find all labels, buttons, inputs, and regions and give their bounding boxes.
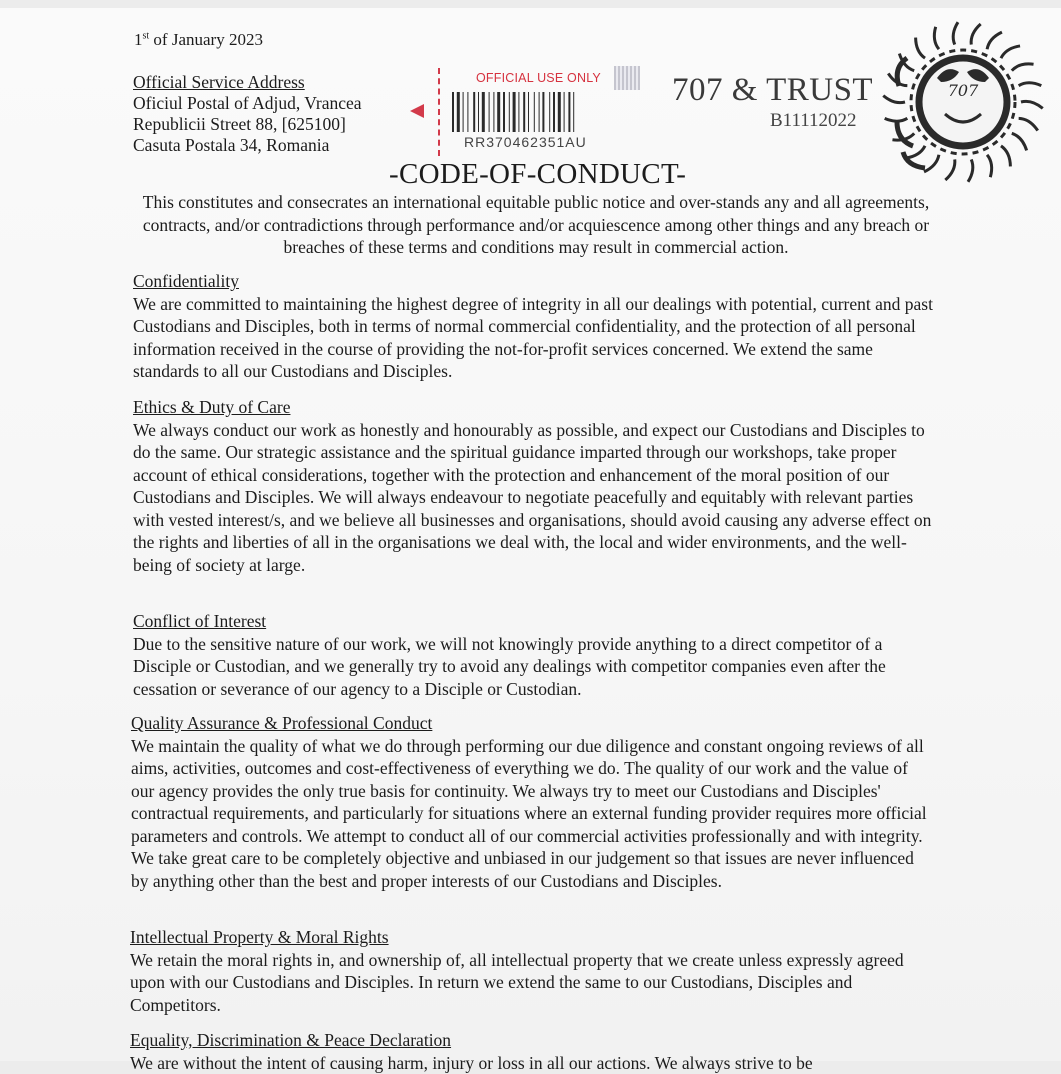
address-line: Oficiul Postal of Adjud, Vrancea	[133, 93, 362, 114]
barcode-bar	[558, 92, 561, 132]
barcode-bar	[523, 92, 525, 132]
sun-ray	[1021, 101, 1043, 108]
address-line: Republicii Street 88, [625100]	[133, 114, 362, 135]
sun-ray	[906, 146, 925, 158]
sun-ray	[971, 24, 981, 45]
barcode-bar	[497, 92, 500, 132]
barcode-bar	[518, 92, 519, 132]
service-address	[133, 72, 362, 156]
sun-ray	[953, 22, 958, 44]
document-date: 1st of January 2023	[134, 30, 263, 50]
section-body: We are committed to maintaining the highest degree of integrity in all our dealings with potential, current and past Custodians and Disciples, both in terms of normal commercial confidentiality, and the protection of all personal information received in the course of providing the not-for-profit services concerned. We extend the same standards to all our Custodians and Disciples.	[133, 293, 933, 383]
section-conflict-of-interest	[133, 610, 933, 700]
barcode-bar	[534, 92, 535, 132]
barcode-bar	[568, 92, 570, 132]
barcode-bar	[564, 92, 565, 132]
section-heading: Equality, Discrimination & Peace Declaration	[130, 1029, 930, 1052]
sun-face-logo-icon	[877, 18, 1049, 186]
barcode-bar	[542, 92, 544, 132]
sun-ray	[885, 118, 908, 121]
section-heading: Quality Assurance & Professional Conduct	[131, 712, 931, 735]
section-intellectual-property	[130, 926, 930, 1016]
barcode-bar	[457, 92, 460, 132]
sun-ray	[968, 159, 973, 181]
official-use-label: OFFICIAL USE ONLY	[476, 71, 601, 85]
sun-ray	[945, 159, 955, 180]
sun-ray	[1019, 83, 1042, 86]
section-body: We retain the moral rights in, and ownership of, all intellectual property that we create unless expressly agreed upon with our Custodians and Disciples. In return we extend the same to our Custodians, Disciples and Competitors.	[130, 949, 930, 1017]
page-title: -CODE-OF-CONDUCT-	[389, 158, 686, 191]
barcode-bar	[482, 92, 485, 132]
sun-ray	[934, 27, 939, 49]
barcode-bar	[513, 92, 516, 132]
sun-ray	[916, 38, 925, 59]
section-heading: Conflict of Interest	[133, 610, 933, 633]
sun-ray	[1012, 64, 1034, 71]
address-line: Casuta Postala 34, Romania	[133, 135, 362, 156]
section-body: Due to the sensitive nature of our work, we will not knowingly provide anything to a direct competitor of a Disciple or Custodian, and we generally try to avoid any dealings with competitor companies even after the cessation or severance of our agency to a Disciple or Custodian.	[133, 633, 933, 701]
barcode-bar	[573, 92, 574, 132]
section-heading: Confidentiality	[133, 270, 933, 293]
address-heading: Official Service Address	[133, 72, 362, 93]
logo-text: 707	[948, 81, 979, 100]
section-equality	[130, 1029, 930, 1074]
intro-paragraph: This constitutes and consecrates an international equitable public notice and over-stands any and all agreements, contracts, and/or contradictions through performance and/or acquiescence among other things and any breach or breaches of these terms and conditions may result in commercial action.	[140, 191, 932, 259]
section-body: We always conduct our work as honestly and honourably as possible, and expect our Custodians and Disciples to do the same. Our strategic assistance and the spiritual guidance imparted through our workshops, take proper account of ethical considerations, together with the protection and enhancement of the moral position of our Custodians and Disciples. We will always endeavour to negotiate peacefully and equitably with relevant parties with vested interest/s, and we believe all businesses and organisations, should avoid causing any adverse effect on the rights and liberties of all in the organisations we deal with, the local and wider environments, and the well-being of society at large.	[133, 419, 933, 577]
section-ethics	[133, 396, 933, 576]
barcode-bar	[463, 92, 464, 132]
barcode-bar	[528, 92, 529, 132]
barcode-icon	[452, 92, 602, 134]
barcode-bar	[452, 92, 454, 132]
tracking-number: RR370462351AU	[464, 134, 587, 150]
section-heading: Intellectual Property & Moral Rights	[130, 926, 930, 949]
sun-ray	[924, 155, 939, 172]
trust-name: 707 & TRUST	[672, 72, 873, 109]
section-body: We maintain the quality of what we do through performing our due diligence and constant ongoing reviews of all aims, activities, outcomes and cost-effectiveness of everything we do. The quality of our work and the value of our agency provides the only true basis for continuity. We always try to meet our Custodians and Disciples' contractual requirements, and particularly for situations where an external funding provider requires more official parameters and controls. We attempt to conduct all of our commercial activities professionally and with integrity. We take great care to be completely objective and unbiased in our judgement so that issues are never influenced by anything other than the best and proper interests of our Custodians and Disciples.	[131, 735, 931, 893]
arrow-left-icon	[410, 104, 424, 118]
barcode-bar	[549, 92, 550, 132]
postage-mark	[614, 66, 640, 90]
sun-ray	[883, 96, 905, 103]
sun-ray	[1012, 133, 1027, 150]
barcode-bar	[467, 92, 468, 132]
barcode-bar	[473, 92, 475, 132]
trust-id: B11112022	[770, 110, 857, 132]
section-heading: Ethics & Duty of Care	[133, 396, 933, 419]
sun-ray	[987, 32, 1002, 49]
barcode-bar	[539, 92, 540, 132]
sun-ray	[1019, 118, 1038, 130]
section-confidentiality	[133, 270, 933, 383]
barcode-bar	[509, 92, 510, 132]
barcode-bar	[493, 92, 494, 132]
barcode-bar	[503, 92, 505, 132]
sun-ray	[987, 155, 992, 177]
section-body: We are without the intent of causing harm, injury or loss in all our actions. We always strive to be	[130, 1052, 930, 1074]
barcode-bar	[553, 92, 555, 132]
sun-ray	[1001, 146, 1010, 167]
sun-ray	[1001, 46, 1020, 58]
barcode-bar	[489, 92, 490, 132]
dashed-divider	[438, 68, 440, 156]
barcode-bar	[478, 92, 479, 132]
section-quality-assurance	[131, 712, 931, 892]
postal-barcode-label	[406, 66, 646, 158]
